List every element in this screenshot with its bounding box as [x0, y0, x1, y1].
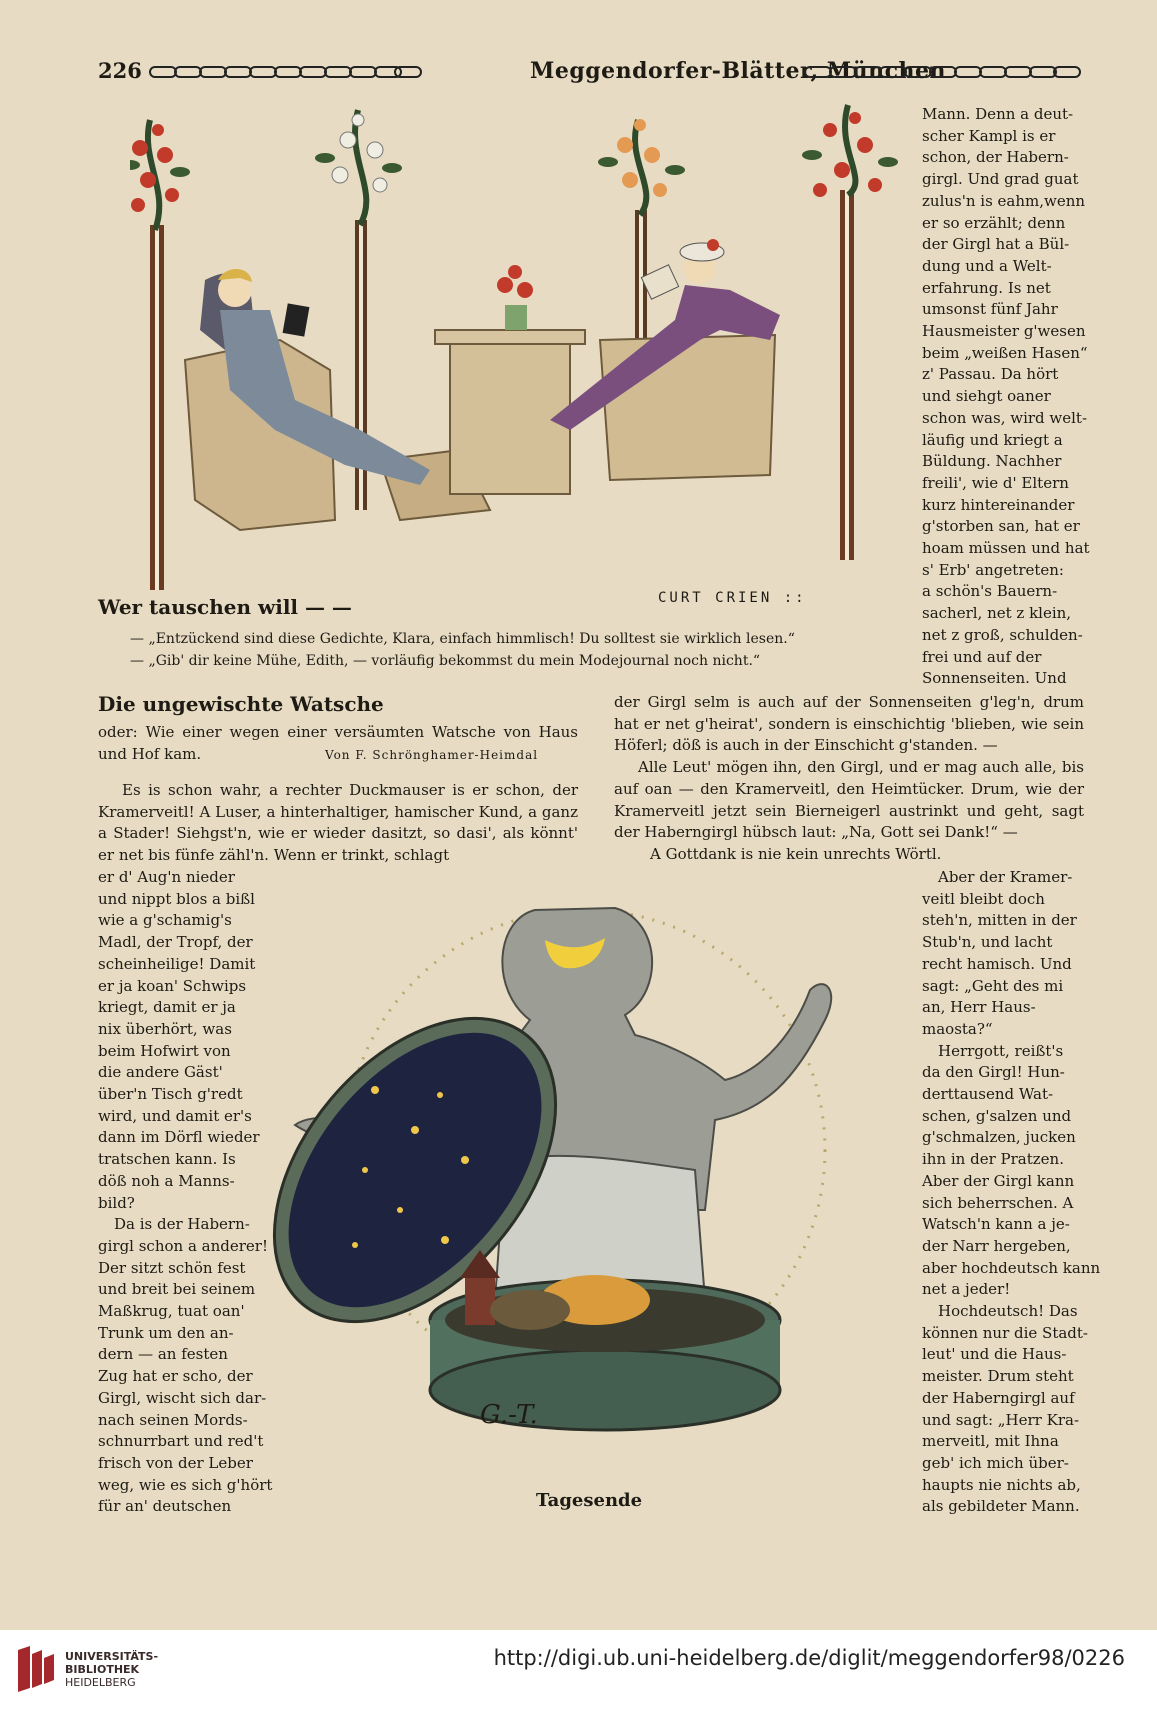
story-right-narrow-column — [922, 867, 1101, 1518]
text-line: sagt: „Geht des mi — [922, 976, 1064, 995]
text-line: merveitl, mit Ihna — [922, 1432, 1059, 1451]
text-line: a schön's Bauern- — [922, 582, 1058, 601]
library-name-line: UNIVERSITÄTS- — [65, 1650, 159, 1663]
paragraph: der Girgl selm is auch auf der Sonnenseiten g'leg'n, drum hat er net g'heirat', sondern is einschichtig 'blieben, wie sein Höferl; döß is auch in der Einschicht g'standen. — — [614, 693, 1084, 755]
text-line: net z groß, schulden- — [922, 625, 1083, 644]
text-line: Watsch'n kann a je- — [922, 1215, 1070, 1234]
text-line: frisch von der Leber — [98, 1453, 253, 1472]
digitization-footer — [0, 1630, 1157, 1713]
text-line: und breit bei seinem — [98, 1280, 256, 1299]
text-line: kriegt, damit er ja — [98, 998, 236, 1017]
text-line: da den Girgl! Hun- — [922, 1063, 1065, 1082]
text-line: s' Erb' angetreten: — [922, 560, 1064, 579]
text-line: dern — an festen — [98, 1345, 228, 1364]
artist-monogram: G.-T. — [480, 1400, 538, 1430]
university-logo-icon — [14, 1644, 58, 1696]
chain-ornament-right — [803, 65, 1083, 79]
text-line: an, Herr Haus- — [922, 998, 1036, 1017]
text-line: nach seinen Mords- — [98, 1410, 248, 1429]
text-line: Aber der Kramer- — [938, 868, 1073, 886]
text-line: scher Kampl is er — [922, 126, 1056, 145]
text-line: derttausend Wat- — [922, 1085, 1054, 1104]
text-line: Herrgott, reißt's — [938, 1041, 1064, 1060]
text-line: weg, wie es sich g'hört — [98, 1475, 273, 1494]
wicker-chair-right — [600, 335, 775, 480]
page-number: 226 — [98, 58, 142, 83]
text-line: nix überhört, was — [98, 1019, 232, 1038]
text-line: sacherl, net z klein, — [922, 604, 1072, 623]
story-middle-column — [614, 692, 1084, 866]
text-line: läufig und kriegt a — [922, 430, 1063, 449]
text-line: Zug hat er scho, der — [98, 1367, 253, 1386]
paragraph: A Gottdank is nie kein unrechts Wörtl. — [650, 844, 942, 863]
text-line: zulus'n is eahm,wenn — [922, 191, 1086, 210]
text-line: und sagt: „Herr Kra- — [922, 1410, 1080, 1429]
text-line: schen, g'salzen und — [922, 1106, 1072, 1125]
text-line: über'n Tisch g'redt — [98, 1085, 243, 1104]
text-line: Der sitzt schön fest — [98, 1258, 246, 1277]
text-line: döß noh a Manns- — [98, 1171, 235, 1190]
text-line: Girgl, wischt sich dar- — [98, 1388, 267, 1407]
text-line: Sonnenseiten. Und — [922, 669, 1067, 688]
tagesende-illustration — [265, 880, 905, 1440]
text-line: meister. Drum steht — [922, 1367, 1074, 1386]
text-line: steh'n, mitten in der — [922, 911, 1077, 930]
text-line: Trunk um den an- — [98, 1323, 234, 1342]
cartoon-dialogue-1: — „Entzückend sind diese Gedichte, Klara, einfach himmlisch! Du solltest sie wirklich lesen.“ — [130, 631, 795, 647]
chain-ornament-left — [148, 65, 423, 79]
text-line: sich beherrschen. A — [922, 1193, 1074, 1212]
text-line: und siehgt oaner — [922, 387, 1051, 406]
story-intro — [98, 780, 578, 867]
text-line: dann im Dörfl wieder — [98, 1128, 260, 1147]
text-line: schon was, wird welt- — [922, 408, 1088, 427]
text-line: für an' deutschen — [98, 1497, 232, 1516]
text-line: Büldung. Nachher — [922, 452, 1062, 471]
text-line: haupts nie nichts ab, — [922, 1475, 1081, 1494]
text-line: beim Hofwirt von — [98, 1041, 231, 1060]
text-line: Maßkrug, tuat oan' — [98, 1302, 245, 1321]
text-line: frei und auf der — [922, 647, 1042, 666]
running-title: Meggendorfer-Blätter, München — [530, 58, 946, 84]
text-line: der Narr hergeben, — [922, 1236, 1071, 1255]
permalink-url[interactable]: http://digi.ub.uni-heidelberg.de/diglit/meggendorfer98/0226 — [493, 1646, 1125, 1670]
text-line: der Haberngirgl auf — [922, 1388, 1075, 1407]
text-line: Madl, der Tropf, der — [98, 933, 253, 952]
text-line: leut' und die Haus- — [922, 1345, 1067, 1364]
text-line: girgl schon a anderer! — [98, 1236, 268, 1255]
text-line: können nur die Stadt- — [922, 1323, 1088, 1342]
text-line: recht hamisch. Und — [922, 954, 1072, 973]
text-line: wie a g'schamig's — [98, 911, 232, 930]
text-line: die andere Gäst' — [98, 1063, 223, 1082]
text-line: veitl bleibt doch — [922, 889, 1045, 908]
text-line: er ja koan' Schwips — [98, 976, 247, 995]
cartoon-title: Wer tauschen will — — — [98, 595, 352, 619]
text-line: tratschen kann. Is — [98, 1150, 236, 1169]
subtitle-text: oder: Wie einer wegen einer versäumten Watsche von Haus und Hof kam. — [98, 723, 578, 763]
illustration-caption: Tagesende — [536, 1490, 643, 1511]
text-line: er so erzählt; denn — [922, 213, 1066, 232]
text-line: schon, der Habern- — [922, 148, 1069, 167]
text-line: hoam müssen und hat — [922, 539, 1090, 558]
text-line: Hochdeutsch! Das — [938, 1302, 1078, 1321]
text-line: Hausmeister g'wesen — [922, 322, 1086, 341]
text-line: freili', wie d' Eltern — [922, 473, 1069, 492]
story-title: Die ungewischte Watsche — [98, 692, 384, 716]
cartoon-dialogue-2: — „Gib' dir keine Mühe, Edith, — vorläufig bekommst du mein Modejournal noch nicht.“ — [130, 653, 761, 669]
paragraph: Es is schon wahr, a rechter Duckmauser is er schon, der Kramerveitl! A Luser, a hinterhaltiger, hamischer Kund, a ganz a Stader! Siehgst'n, wie er wieder dasitzt, so dasi', als könnt' er net bis fünfe zähl'n. Wenn er trinkt, schlagt — [98, 781, 578, 865]
text-line: g'schmalzen, jucken — [922, 1128, 1076, 1147]
text-line: der Girgl hat a Bül- — [922, 235, 1070, 254]
text-line: umsonst fünf Jahr — [922, 300, 1058, 319]
text-line: kurz hintereinander — [922, 495, 1075, 514]
text-line: ihn in der Pratzen. — [922, 1150, 1064, 1169]
text-line: bild? — [98, 1193, 135, 1212]
text-line: net a jeder! — [922, 1280, 1011, 1299]
text-line: scheinheilige! Damit — [98, 954, 256, 973]
text-line: dung und a Welt- — [922, 256, 1052, 275]
running-header — [98, 58, 1088, 94]
text-line: aber hochdeutsch kann — [922, 1258, 1101, 1277]
text-line: girgl. Und grad guat — [922, 170, 1079, 189]
text-line: Stub'n, und lacht — [922, 933, 1053, 952]
text-line: und nippt blos a bißl — [98, 889, 255, 908]
library-name-line: HEIDELBERG — [65, 1676, 136, 1689]
artist-signature: CURT CRIEN :: — [658, 590, 807, 606]
text-line: schnurrbart und red't — [98, 1432, 264, 1451]
text-line: g'storben san, hat er — [922, 517, 1080, 536]
text-line: beim „weißen Hasen“ — [922, 343, 1088, 362]
story-left-narrow-column — [98, 867, 273, 1518]
paragraph: Alle Leut' mögen ihn, den Girgl, und er mag auch alle, bis auf oan — den Kramerveitl, den Heimtücker. Drum, wie der Kramerveitl jetzt sein Bierneigerl austrinkt und geht, sagt der Haberngirgl hübsch laut: „Na, Gott sei Dank!“ — — [614, 758, 1084, 842]
side-table — [435, 265, 585, 494]
text-line: z' Passau. Da hört — [922, 365, 1059, 384]
text-line: wird, und damit er's — [98, 1106, 252, 1125]
text-line: Mann. Denn a deut- — [922, 105, 1074, 123]
text-line: Aber der Girgl kann — [922, 1171, 1075, 1190]
right-column-top — [922, 104, 1090, 690]
library-name — [65, 1650, 158, 1689]
text-line: geb' ich mich über- — [922, 1453, 1069, 1472]
text-line: er d' Aug'n nieder — [98, 868, 235, 886]
text-line: als gebildeter Mann. — [922, 1497, 1080, 1516]
text-line: erfahrung. Is net — [922, 278, 1051, 297]
story-byline: Von F. Schrönghamer-Heimdal — [325, 748, 539, 762]
text-line: maosta?“ — [922, 1019, 993, 1038]
text-line: Da is der Habern- — [114, 1215, 250, 1234]
library-name-line: BIBLIOTHEK — [65, 1663, 140, 1676]
cartoon-illustration — [130, 100, 910, 590]
